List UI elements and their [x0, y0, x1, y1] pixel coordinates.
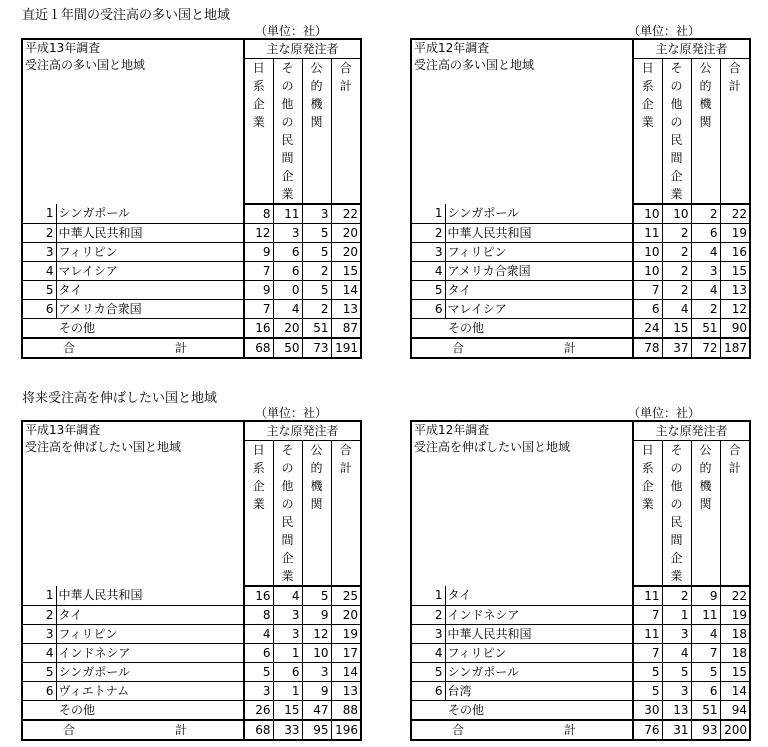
value-cell: 4 [691, 281, 720, 300]
table-row [22, 586, 361, 606]
value-cell: 15 [273, 701, 302, 721]
value-cell: 15 [331, 262, 361, 281]
total-value-cell: 191 [331, 338, 361, 358]
orderer-group-header: 主な原発注者 [244, 421, 361, 441]
unit-label: （単位：社） [255, 24, 328, 38]
rank-cell: 5 [411, 281, 445, 300]
total-value-cell: 68 [244, 338, 273, 358]
table-row [22, 644, 361, 663]
table-row [22, 606, 361, 625]
total-label-right: 計 [175, 722, 188, 737]
country-cell: アメリカ合衆国 [56, 300, 244, 319]
value-cell: 6 [273, 243, 302, 262]
header-row [411, 421, 750, 441]
rank-cell: 4 [411, 644, 445, 663]
column-header-text: 合計 [728, 61, 741, 93]
row-category-label: 受注高を伸ばしたい国と地域 [25, 440, 182, 454]
rank-cell: 2 [22, 224, 56, 243]
rank-cell: 1 [411, 586, 445, 606]
orderer-group-header: 主な原発注者 [244, 39, 361, 59]
value-cell: 8 [244, 606, 273, 625]
value-cell: 16 [244, 319, 273, 339]
country-cell: シンガポール [445, 204, 633, 224]
survey-year-label: 平成13年調査 [25, 423, 101, 437]
total-value-cell: 72 [691, 338, 720, 358]
country-cell: マレイシア [445, 300, 633, 319]
table-row [411, 663, 750, 682]
country-cell: フィリピン [56, 625, 244, 644]
value-cell: 7 [691, 644, 720, 663]
value-cell: 14 [331, 663, 361, 682]
value-cell: 2 [662, 224, 691, 243]
value-cell: 5 [244, 663, 273, 682]
column-header [331, 441, 361, 587]
rank-cell: 3 [22, 243, 56, 262]
total-value-cell: 73 [302, 338, 331, 358]
value-cell: 88 [331, 701, 361, 721]
row-category-label: 受注高の多い国と地域 [25, 58, 146, 72]
total-value-cell: 33 [273, 720, 302, 740]
rank-cell: 5 [22, 281, 56, 300]
column-header-text: 合計 [339, 61, 352, 93]
total-value-cell: 78 [633, 338, 662, 358]
value-cell: 2 [662, 586, 691, 606]
column-header [633, 59, 662, 205]
column-header-text: その他の民間企業 [670, 61, 683, 201]
value-cell: 9 [302, 606, 331, 625]
total-value-cell: 50 [273, 338, 302, 358]
value-cell: 15 [720, 663, 750, 682]
value-cell: 2 [662, 262, 691, 281]
country-cell: 中華人民共和国 [445, 625, 633, 644]
value-cell: 30 [633, 701, 662, 721]
value-cell: 4 [273, 586, 302, 606]
total-value-cell: 76 [633, 720, 662, 740]
value-cell: 11 [633, 224, 662, 243]
total-value-cell: 187 [720, 338, 750, 358]
column-header-text: その他の民間企業 [281, 61, 294, 201]
unit-label: （単位：社） [255, 406, 328, 420]
value-cell: 1 [273, 644, 302, 663]
value-cell: 12 [720, 300, 750, 319]
value-cell: 90 [720, 319, 750, 339]
row-header-cell [411, 39, 633, 204]
country-cell: インドネシア [56, 644, 244, 663]
value-cell: 24 [633, 319, 662, 339]
value-cell: 8 [244, 204, 273, 224]
value-cell: 47 [302, 701, 331, 721]
country-cell: シンガポール [56, 663, 244, 682]
survey-table [21, 38, 362, 359]
value-cell: 1 [662, 606, 691, 625]
column-header [691, 59, 720, 205]
value-cell: 10 [633, 243, 662, 262]
column-header [662, 441, 691, 587]
row-category-label: 受注高の多い国と地域 [414, 58, 535, 72]
rank-cell: 6 [411, 300, 445, 319]
other-label: その他 [22, 319, 244, 339]
total-value-cell: 68 [244, 720, 273, 740]
value-cell: 6 [633, 300, 662, 319]
table-row [411, 204, 750, 224]
total-label-left: 合 [452, 340, 465, 355]
value-cell: 11 [273, 204, 302, 224]
rank-cell: 4 [411, 262, 445, 281]
value-cell: 2 [691, 204, 720, 224]
value-cell: 10 [302, 644, 331, 663]
table-row [411, 606, 750, 625]
table-row [411, 644, 750, 663]
value-cell: 22 [720, 586, 750, 606]
column-header-text: 日系企業 [252, 443, 265, 511]
column-header [662, 59, 691, 205]
country-cell: タイ [445, 281, 633, 300]
column-header [720, 441, 750, 587]
country-cell: タイ [56, 606, 244, 625]
value-cell: 4 [273, 300, 302, 319]
country-cell: アメリカ合衆国 [445, 262, 633, 281]
table-row [22, 243, 361, 262]
total-row [411, 720, 750, 740]
total-label-cell [411, 720, 633, 740]
table-row [22, 300, 361, 319]
value-cell: 13 [331, 682, 361, 701]
table-row [411, 625, 750, 644]
orderer-group-header: 主な原発注者 [633, 39, 750, 59]
value-cell: 15 [720, 262, 750, 281]
total-label-right: 計 [564, 340, 577, 355]
other-row [22, 701, 361, 721]
value-cell: 51 [691, 701, 720, 721]
value-cell: 4 [691, 625, 720, 644]
value-cell: 11 [633, 625, 662, 644]
value-cell: 5 [633, 663, 662, 682]
value-cell: 3 [273, 606, 302, 625]
value-cell: 0 [273, 281, 302, 300]
value-cell: 2 [302, 262, 331, 281]
value-cell: 4 [691, 243, 720, 262]
value-cell: 3 [691, 262, 720, 281]
rank-cell: 6 [22, 682, 56, 701]
total-label-right: 計 [175, 340, 188, 355]
country-cell: 中華人民共和国 [445, 224, 633, 243]
column-header [302, 441, 331, 587]
table-row [22, 663, 361, 682]
table-row [411, 262, 750, 281]
value-cell: 14 [331, 281, 361, 300]
value-cell: 10 [633, 204, 662, 224]
survey-year-label: 平成12年調査 [414, 423, 490, 437]
column-header-text: 日系企業 [641, 443, 654, 511]
value-cell: 9 [244, 281, 273, 300]
rank-cell: 3 [22, 625, 56, 644]
value-cell: 4 [244, 625, 273, 644]
rank-cell: 3 [411, 243, 445, 262]
total-label-left: 合 [63, 722, 76, 737]
column-header-text: 日系企業 [641, 61, 654, 129]
value-cell: 19 [720, 606, 750, 625]
value-cell: 10 [662, 204, 691, 224]
table-row [22, 204, 361, 224]
value-cell: 17 [331, 644, 361, 663]
value-cell: 3 [662, 682, 691, 701]
table-row [411, 586, 750, 606]
column-header [633, 441, 662, 587]
value-cell: 5 [633, 682, 662, 701]
value-cell: 13 [331, 300, 361, 319]
value-cell: 51 [691, 319, 720, 339]
total-label-right: 計 [564, 722, 577, 737]
value-cell: 7 [633, 644, 662, 663]
section2-title: 将来受注高を伸ばしたい国と地域 [22, 391, 218, 406]
value-cell: 3 [662, 625, 691, 644]
value-cell: 20 [331, 224, 361, 243]
column-header-text: 公的機関 [699, 443, 712, 511]
value-cell: 20 [273, 319, 302, 339]
rank-cell: 1 [22, 204, 56, 224]
value-cell: 18 [720, 625, 750, 644]
rank-cell: 4 [22, 262, 56, 281]
value-cell: 2 [662, 281, 691, 300]
header-row [22, 39, 361, 59]
total-label-cell [22, 338, 244, 358]
total-value-cell: 200 [720, 720, 750, 740]
country-cell: シンガポール [445, 663, 633, 682]
column-header-text: 公的機関 [310, 61, 323, 129]
value-cell: 26 [244, 701, 273, 721]
column-header-text: 合計 [728, 443, 741, 475]
column-header [720, 59, 750, 205]
value-cell: 2 [691, 300, 720, 319]
total-value-cell: 31 [662, 720, 691, 740]
table-row [22, 262, 361, 281]
value-cell: 7 [244, 262, 273, 281]
value-cell: 4 [662, 300, 691, 319]
value-cell: 3 [302, 663, 331, 682]
column-header [302, 59, 331, 205]
column-header-text: その他の民間企業 [281, 443, 294, 583]
value-cell: 4 [662, 644, 691, 663]
country-cell: タイ [56, 281, 244, 300]
column-header-text: 日系企業 [252, 61, 265, 129]
value-cell: 10 [633, 262, 662, 281]
survey-year-label: 平成12年調査 [414, 41, 490, 55]
table-row [411, 224, 750, 243]
value-cell: 19 [331, 625, 361, 644]
value-cell: 25 [331, 586, 361, 606]
survey-table [410, 420, 751, 741]
value-cell: 87 [331, 319, 361, 339]
value-cell: 9 [691, 586, 720, 606]
total-row [411, 338, 750, 358]
value-cell: 7 [244, 300, 273, 319]
total-value-cell: 37 [662, 338, 691, 358]
value-cell: 11 [691, 606, 720, 625]
value-cell: 11 [633, 586, 662, 606]
value-cell: 51 [302, 319, 331, 339]
value-cell: 19 [720, 224, 750, 243]
country-cell: シンガポール [56, 204, 244, 224]
survey-table [410, 38, 751, 359]
value-cell: 9 [244, 243, 273, 262]
country-cell: 中華人民共和国 [56, 224, 244, 243]
rank-cell: 5 [22, 663, 56, 682]
value-cell: 5 [302, 243, 331, 262]
value-cell: 2 [302, 300, 331, 319]
value-cell: 20 [331, 243, 361, 262]
value-cell: 6 [273, 663, 302, 682]
rank-cell: 2 [411, 606, 445, 625]
value-cell: 6 [691, 682, 720, 701]
total-row [22, 720, 361, 740]
survey-year-label: 平成13年調査 [25, 41, 101, 55]
other-label: その他 [411, 701, 633, 721]
value-cell: 1 [273, 682, 302, 701]
other-label: その他 [411, 319, 633, 339]
column-header [273, 441, 302, 587]
column-header [244, 59, 273, 205]
value-cell: 7 [633, 281, 662, 300]
value-cell: 12 [302, 625, 331, 644]
value-cell: 14 [720, 682, 750, 701]
column-header-text: 公的機関 [699, 61, 712, 129]
other-row [22, 319, 361, 339]
value-cell: 5 [302, 281, 331, 300]
total-row [22, 338, 361, 358]
country-cell: フィリピン [445, 644, 633, 663]
rank-cell: 4 [22, 644, 56, 663]
country-cell: フィリピン [56, 243, 244, 262]
rank-cell: 6 [411, 682, 445, 701]
value-cell: 9 [302, 682, 331, 701]
value-cell: 5 [691, 663, 720, 682]
rank-cell: 2 [22, 606, 56, 625]
unit-label: （単位：社） [628, 24, 701, 38]
survey-table [21, 420, 362, 741]
total-label-cell [411, 338, 633, 358]
table-row [411, 243, 750, 262]
value-cell: 94 [720, 701, 750, 721]
row-category-label: 受注高を伸ばしたい国と地域 [414, 440, 571, 454]
other-row [411, 319, 750, 339]
column-header-text: 合計 [339, 443, 352, 475]
value-cell: 16 [720, 243, 750, 262]
table-row [411, 300, 750, 319]
table-row [22, 682, 361, 701]
column-header [244, 441, 273, 587]
value-cell: 13 [720, 281, 750, 300]
column-header [691, 441, 720, 587]
total-value-cell: 93 [691, 720, 720, 740]
section1-title: 直近１年間の受注高の多い国と地域 [22, 8, 231, 23]
value-cell: 3 [273, 625, 302, 644]
rank-cell: 2 [411, 224, 445, 243]
value-cell: 22 [720, 204, 750, 224]
other-row [411, 701, 750, 721]
column-header-text: その他の民間企業 [670, 443, 683, 583]
value-cell: 20 [331, 606, 361, 625]
value-cell: 7 [633, 606, 662, 625]
total-label-left: 合 [63, 340, 76, 355]
rank-cell: 1 [22, 586, 56, 606]
row-header-cell [22, 39, 244, 204]
total-value-cell: 196 [331, 720, 361, 740]
column-header-text: 公的機関 [310, 443, 323, 511]
country-cell: マレイシア [56, 262, 244, 281]
table-row [22, 224, 361, 243]
rank-cell: 1 [411, 204, 445, 224]
country-cell: インドネシア [445, 606, 633, 625]
rank-cell: 5 [411, 663, 445, 682]
row-header-cell [22, 421, 244, 586]
total-value-cell: 95 [302, 720, 331, 740]
header-row [22, 421, 361, 441]
value-cell: 16 [244, 586, 273, 606]
total-label-cell [22, 720, 244, 740]
table-row [411, 682, 750, 701]
value-cell: 5 [302, 586, 331, 606]
value-cell: 13 [662, 701, 691, 721]
table-row [22, 281, 361, 300]
value-cell: 6 [244, 644, 273, 663]
value-cell: 5 [302, 224, 331, 243]
country-cell: タイ [445, 586, 633, 606]
value-cell: 6 [273, 262, 302, 281]
country-cell: 台湾 [445, 682, 633, 701]
other-label: その他 [22, 701, 244, 721]
country-cell: 中華人民共和国 [56, 586, 244, 606]
value-cell: 22 [331, 204, 361, 224]
country-cell: フィリピン [445, 243, 633, 262]
value-cell: 15 [662, 319, 691, 339]
header-row [411, 39, 750, 59]
value-cell: 18 [720, 644, 750, 663]
table-row [22, 625, 361, 644]
row-header-cell [411, 421, 633, 586]
total-label-left: 合 [452, 722, 465, 737]
column-header [273, 59, 302, 205]
value-cell: 5 [662, 663, 691, 682]
rank-cell: 3 [411, 625, 445, 644]
country-cell: ヴィエトナム [56, 682, 244, 701]
value-cell: 3 [273, 224, 302, 243]
orderer-group-header: 主な原発注者 [633, 421, 750, 441]
rank-cell: 6 [22, 300, 56, 319]
value-cell: 6 [691, 224, 720, 243]
value-cell: 2 [662, 243, 691, 262]
value-cell: 3 [302, 204, 331, 224]
column-header [331, 59, 361, 205]
unit-label: （単位：社） [628, 406, 701, 420]
table-row [411, 281, 750, 300]
value-cell: 3 [244, 682, 273, 701]
value-cell: 12 [244, 224, 273, 243]
